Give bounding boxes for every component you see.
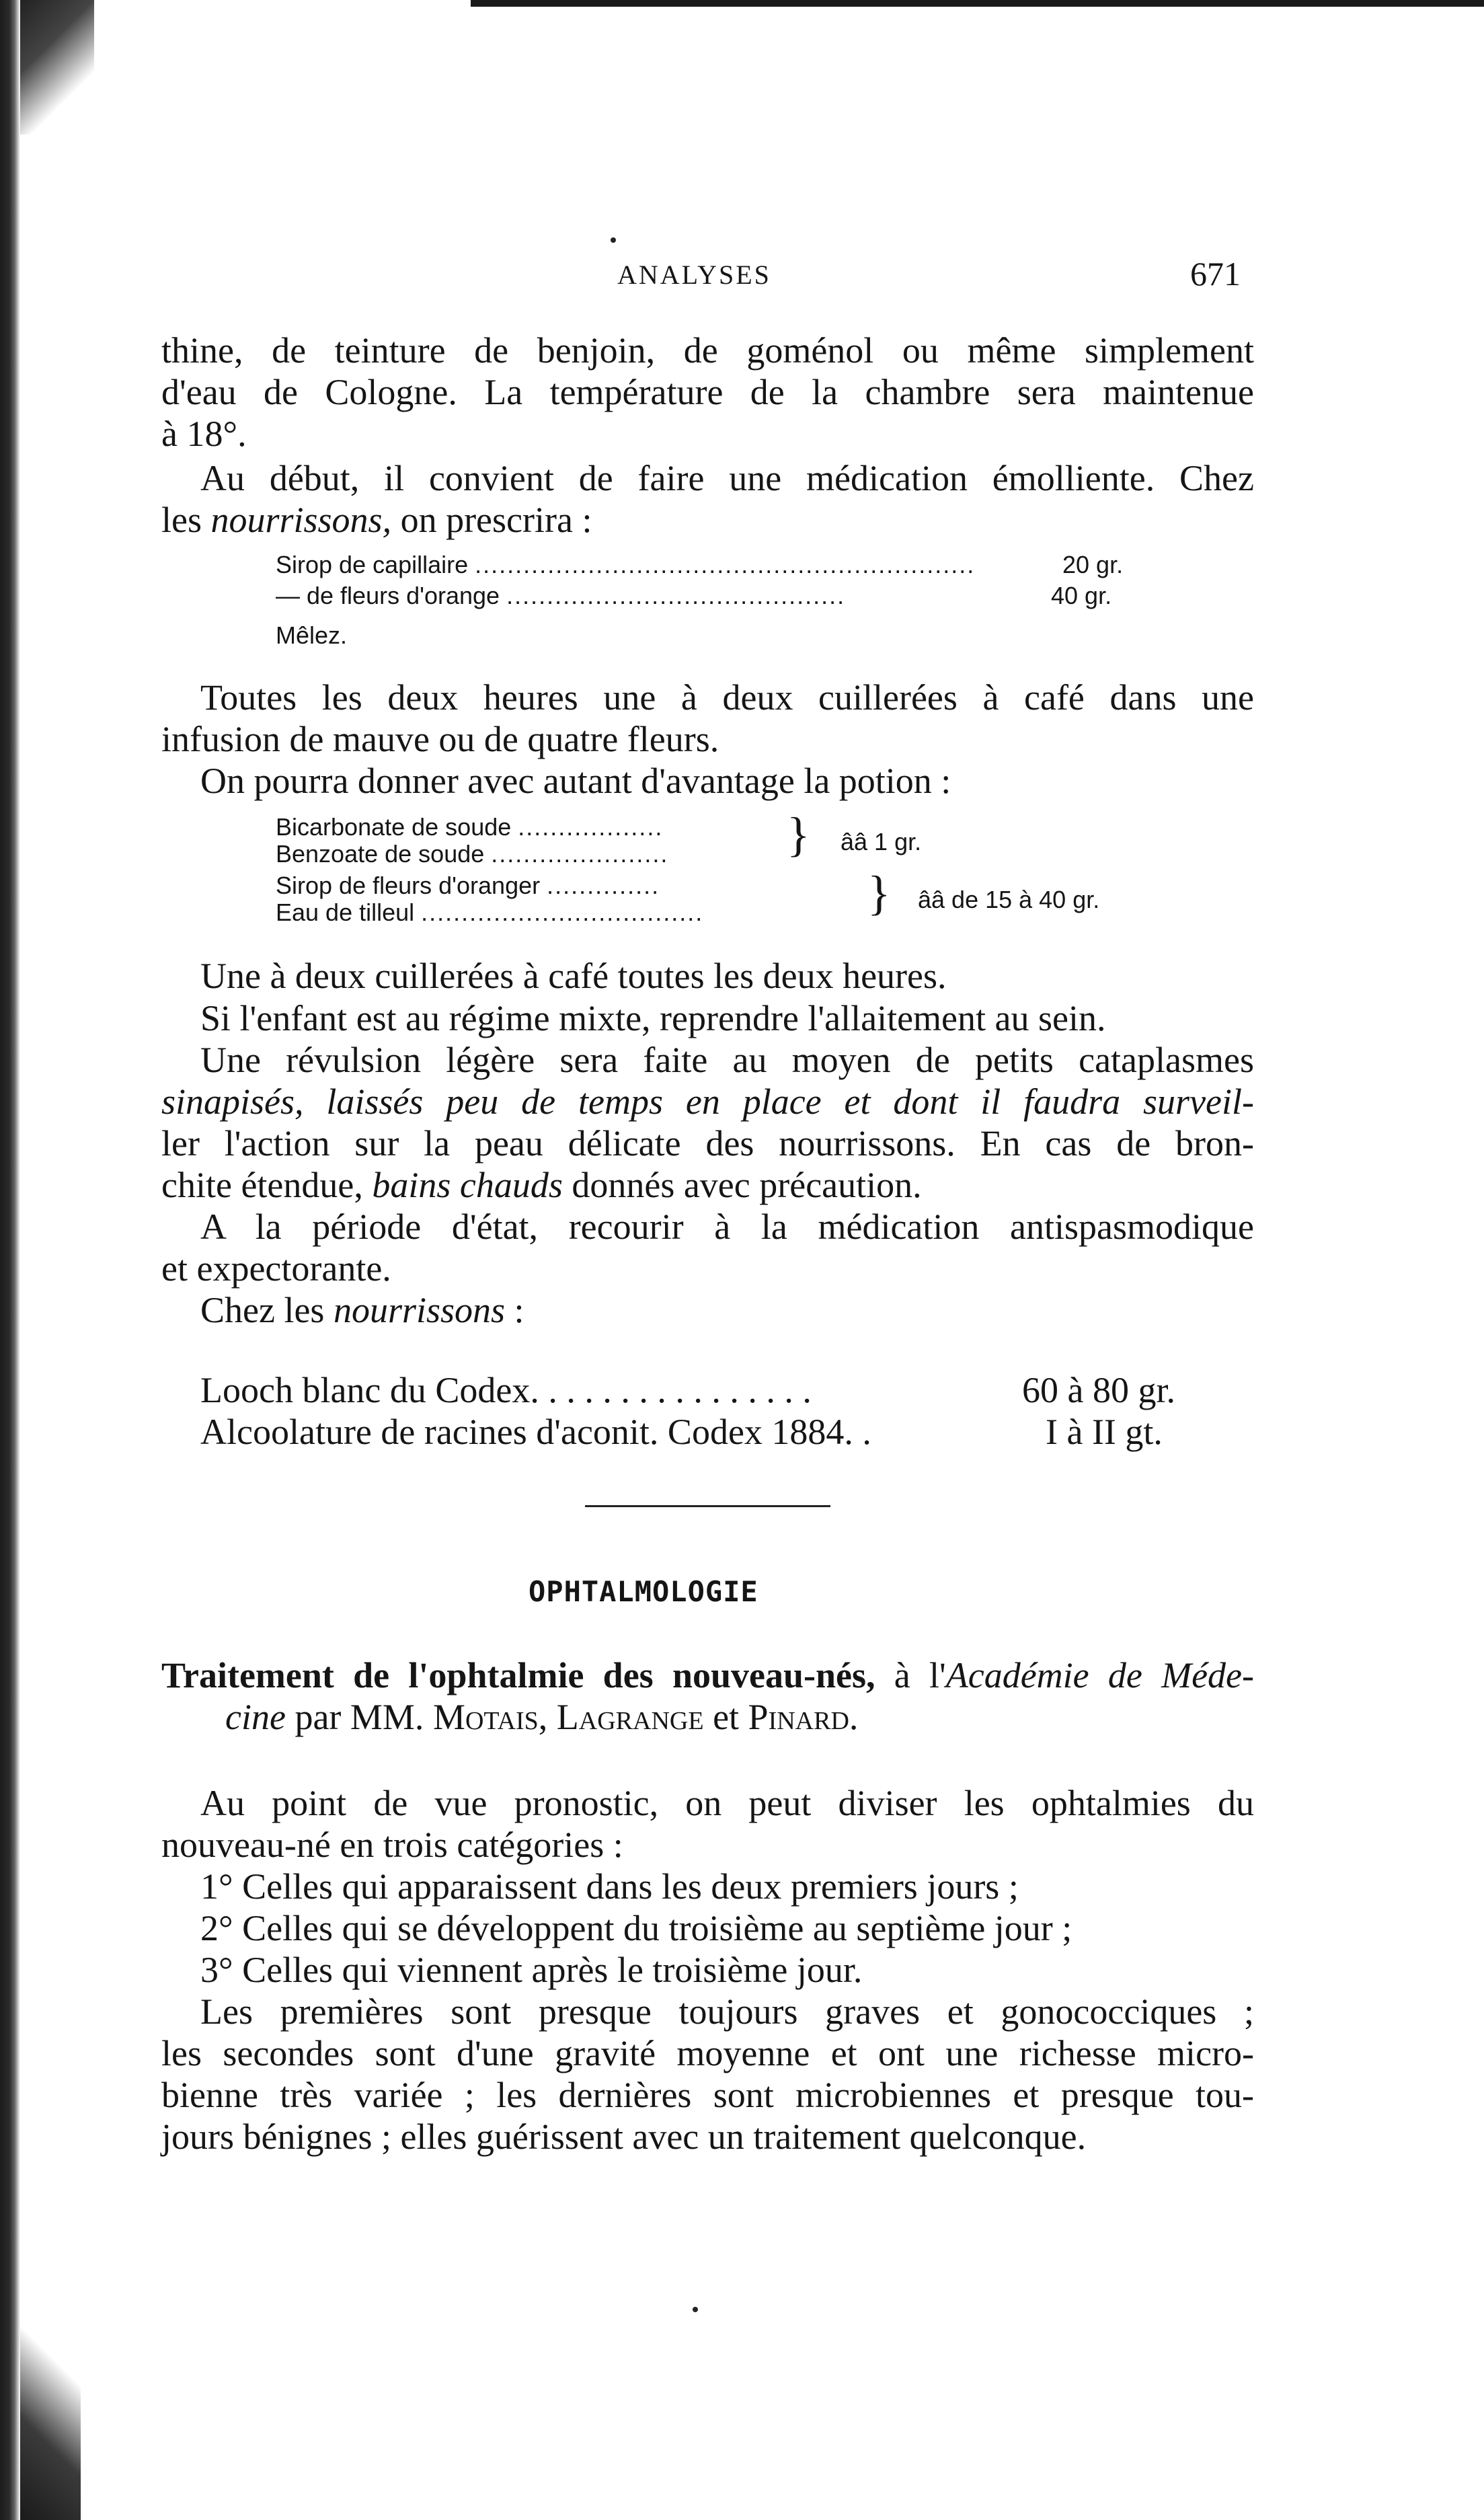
- recipe-item-name: Alcoolature de racines d'aconit. Codex 1884: [200, 1412, 845, 1452]
- leader-dots: . .: [844, 1412, 871, 1452]
- text-segment: on prescrira :: [391, 500, 592, 540]
- leader-dots: ..................: [518, 813, 664, 841]
- recipe-item-name: Eau de tilleul: [276, 899, 415, 926]
- recipe-item: [200, 1369, 812, 1411]
- recipe-item-name: Benzoate de soude: [276, 840, 485, 868]
- recipe-item-name: — de fleurs d'orange: [276, 582, 500, 609]
- text-segment: les: [161, 500, 211, 540]
- recipe-item: [276, 841, 668, 868]
- text-segment-italic: nourrissons: [333, 1290, 506, 1330]
- text-segment: et: [703, 1697, 748, 1737]
- recipe-item: [276, 551, 1136, 578]
- text-line: jours bénignes ; elles guérissent avec un traitement quelconque.: [161, 2116, 1087, 2157]
- recipe-item: [200, 1411, 871, 1453]
- section-heading: OPHTALMOLOGIE: [529, 1575, 758, 1608]
- text-line: [161, 499, 592, 541]
- text-line: thine, de teinture de benjoin, de goménol ou même simplement: [161, 330, 1254, 371]
- text-line: d'eau de Cologne. La température de la chambre sera maintenue: [161, 372, 1254, 412]
- text-segment: donnés avec précaution.: [562, 1165, 922, 1205]
- recipe-item: [276, 899, 703, 926]
- text-segment-italic: nourrissons,: [210, 500, 392, 540]
- text-line: Si l'enfant est au régime mixte, reprendre l'allaitement au sein.: [200, 998, 1106, 1038]
- recipe-group-qty: ââ 1 gr.: [841, 828, 922, 855]
- scan-edge-bottom: [20, 2320, 81, 2520]
- text-segment: :: [505, 1290, 524, 1330]
- venue-italic: cine: [225, 1697, 286, 1737]
- list-item: 3° Celles qui viennent après le troisième jour.: [200, 1950, 863, 1990]
- scan-edge-corner: [20, 0, 94, 135]
- recipe-item-name: Looch blanc du Codex: [200, 1370, 531, 1410]
- footer-dot: [693, 2307, 698, 2312]
- scan-edge-left: [0, 0, 20, 2520]
- text-line: Toutes les deux heures une à deux cuillerées à café dans une: [200, 677, 1254, 718]
- text-segment: chite étendue,: [161, 1165, 373, 1205]
- recipe-item-name: Sirop de fleurs d'oranger: [276, 872, 541, 899]
- recipe-item: [276, 872, 660, 899]
- text-line: Au point de vue pronostic, on peut diviser les ophtalmies du: [200, 1783, 1254, 1823]
- text-line: On pourra donner avec autant d'avantage la potion :: [200, 761, 951, 801]
- recipe-instruction: Mêlez.: [276, 621, 348, 649]
- text-segment: à l': [875, 1655, 946, 1695]
- recipe-group-qty: ââ de 15 à 40 gr.: [918, 886, 1100, 913]
- text-line: nouveau-né en trois catégories :: [161, 1825, 623, 1865]
- recipe-item: [276, 814, 663, 841]
- scan-edge-top: [471, 0, 1484, 7]
- text-line: ler l'action sur la peau délicate des nourrissons. En cas de bron-: [161, 1123, 1254, 1163]
- leader-dots: ......................: [491, 840, 669, 868]
- text-line: et expectorante.: [161, 1248, 391, 1289]
- text-line: sinapisés, laissés peu de temps en place et dont il faudra surveil-: [161, 1081, 1254, 1122]
- leader-dots: ..............: [547, 872, 660, 899]
- header-dot: [611, 237, 616, 243]
- text-line: A la période d'état, recourir à la médication antispasmodique: [200, 1207, 1254, 1247]
- article-title-line: [225, 1696, 858, 1738]
- running-title: ANALYSES: [617, 260, 771, 290]
- leader-dots: ..............................................................: [475, 551, 976, 578]
- text-line: les secondes sont d'une gravité moyenne et ont une richesse micro-: [161, 2033, 1254, 2073]
- text-line: Au début, il convient de faire une médication émolliente. Chez: [200, 458, 1254, 498]
- text-line: à 18°.: [161, 414, 247, 454]
- article-title: Traitement de l'ophtalmie des nouveau-nés,: [161, 1655, 875, 1695]
- text-line: infusion de mauve ou de quatre fleurs.: [161, 719, 719, 759]
- text-segment-italic: bains chauds: [372, 1165, 563, 1205]
- page-number: 671: [1190, 255, 1241, 293]
- author-name: Pinard: [748, 1697, 849, 1737]
- recipe-item-qty: I à II gt.: [1046, 1412, 1163, 1452]
- text-line: bienne très variée ; les dernières sont microbiennes et presque tou-: [161, 2075, 1254, 2115]
- text-line: [161, 1164, 922, 1206]
- text-line: [200, 1289, 524, 1331]
- leader-dots: ..........................................: [506, 582, 846, 609]
- list-item: 1° Celles qui apparaissent dans les deux premiers jours ;: [200, 1866, 1019, 1907]
- recipe-item-name: Sirop de capillaire: [276, 551, 469, 578]
- leader-dots: ...................................: [421, 899, 704, 926]
- text-segment: .: [849, 1697, 859, 1737]
- recipe-item-qty: 20 gr.: [1062, 551, 1124, 578]
- section-divider: [585, 1505, 830, 1507]
- text-line: Une révulsion légère sera faite au moyen de petits cataplasmes: [200, 1040, 1254, 1080]
- author-name: Motais: [432, 1697, 539, 1737]
- text-line: Les premières sont presque toujours graves et gonococciques ;: [200, 1991, 1254, 2032]
- recipe-item: [276, 582, 845, 609]
- leader-dots: . . . . . . . . . . . . . . . .: [530, 1370, 812, 1410]
- brace: }: [787, 808, 810, 862]
- author-name: Lagrange: [556, 1697, 704, 1737]
- article-title-line: [161, 1654, 1254, 1696]
- recipe-item-qty: 60 à 80 gr.: [1022, 1370, 1175, 1410]
- brace: }: [867, 866, 891, 920]
- text-segment: ,: [538, 1697, 557, 1737]
- recipe-item-qty: 40 gr.: [1051, 582, 1112, 609]
- text-segment: par MM.: [285, 1697, 433, 1737]
- venue-italic: Académie de Méde-: [945, 1655, 1255, 1695]
- list-item: 2° Celles qui se développent du troisième au septième jour ;: [200, 1908, 1072, 1948]
- text-line: Une à deux cuillerées à café toutes les deux heures.: [200, 956, 947, 996]
- text-segment: Chez les: [200, 1290, 334, 1330]
- recipe-item-name: Bicarbonate de soude: [276, 813, 512, 841]
